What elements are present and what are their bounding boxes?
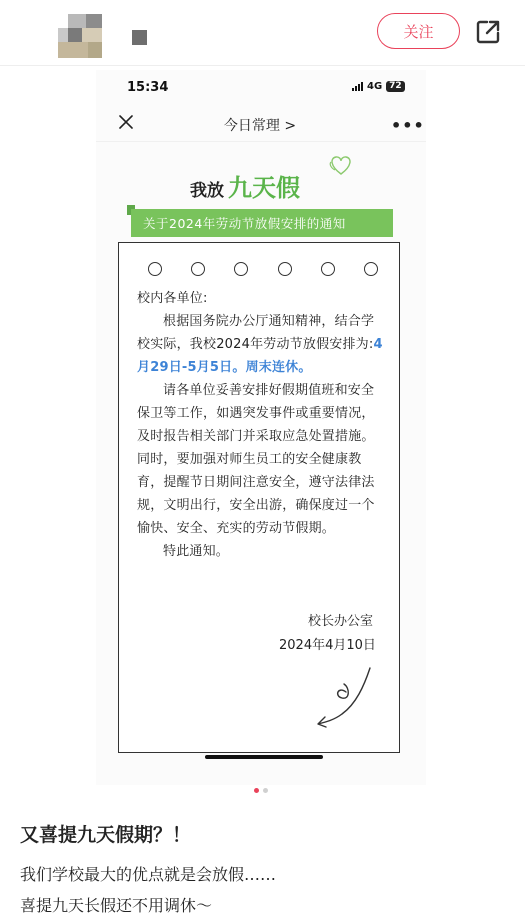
post-body-line: 喜提九天长假还不用调休～	[20, 896, 213, 915]
heart-doodle-icon	[326, 150, 356, 180]
article-headline	[190, 168, 300, 203]
binder-hole	[148, 262, 162, 276]
signature-office: 校长办公室	[308, 614, 374, 629]
share-icon[interactable]	[474, 18, 502, 46]
notice-ribbon: 关于2024年劳动节放假安排的通知	[131, 209, 393, 237]
carousel-dot[interactable]	[263, 788, 268, 793]
letter-closing: 特此通知。	[163, 544, 230, 559]
letter-body	[137, 287, 385, 563]
signature-date: 2024年4月10日	[279, 638, 376, 653]
close-icon	[118, 114, 134, 130]
battery-icon: 72	[386, 81, 405, 92]
paragraph-1-text: 根据国务院办公厅通知精神，结合学校实际，我校2024年劳动节放假安排为:	[137, 314, 375, 352]
author-avatar[interactable]	[58, 14, 102, 58]
headline-big: 九天假	[228, 174, 300, 202]
network-type: 4G	[367, 81, 383, 92]
nav-title: 今日常理 >	[223, 118, 297, 134]
post-body-line: 我们学校最大的优点就是会放假……	[20, 865, 277, 884]
arrow-doodle-icon	[312, 664, 376, 728]
binder-hole	[364, 262, 378, 276]
binder-hole	[234, 262, 248, 276]
carousel-dots[interactable]	[254, 788, 268, 793]
signal-icon	[352, 82, 363, 91]
follow-button[interactable]: 关注	[377, 13, 460, 49]
author-name-redacted[interactable]	[132, 30, 147, 45]
more-icon: •••	[391, 116, 425, 135]
binder-hole	[191, 262, 205, 276]
home-indicator	[205, 755, 323, 759]
holiday-dates: 4月29日-5月5日。周末连休。	[137, 337, 383, 375]
status-indicators	[352, 81, 405, 92]
binder-hole	[278, 262, 292, 276]
letter-paragraph-1	[137, 310, 385, 379]
headline-prefix: 我放	[190, 181, 224, 201]
binder-holes	[148, 262, 378, 278]
letter-salutation: 校内各单位:	[137, 291, 208, 306]
carousel-dot-active[interactable]	[254, 788, 259, 793]
status-time: 15:34	[127, 80, 169, 95]
post-title: 又喜提九天假期？！	[20, 824, 192, 846]
letter-paragraph-2: 请各单位妥善安排好假期值班和安全保卫等工作，如遇突发事件或重要情况，及时报告相关部门并采取应急处置措施。同时，要加强对师生员工的安全健康教育，提醒节日期间注意安全，遵守法律法规，文明出行，安全出游，确保度过一个愉快、安全、充实的劳动节假期。	[137, 383, 375, 536]
binder-hole	[321, 262, 335, 276]
